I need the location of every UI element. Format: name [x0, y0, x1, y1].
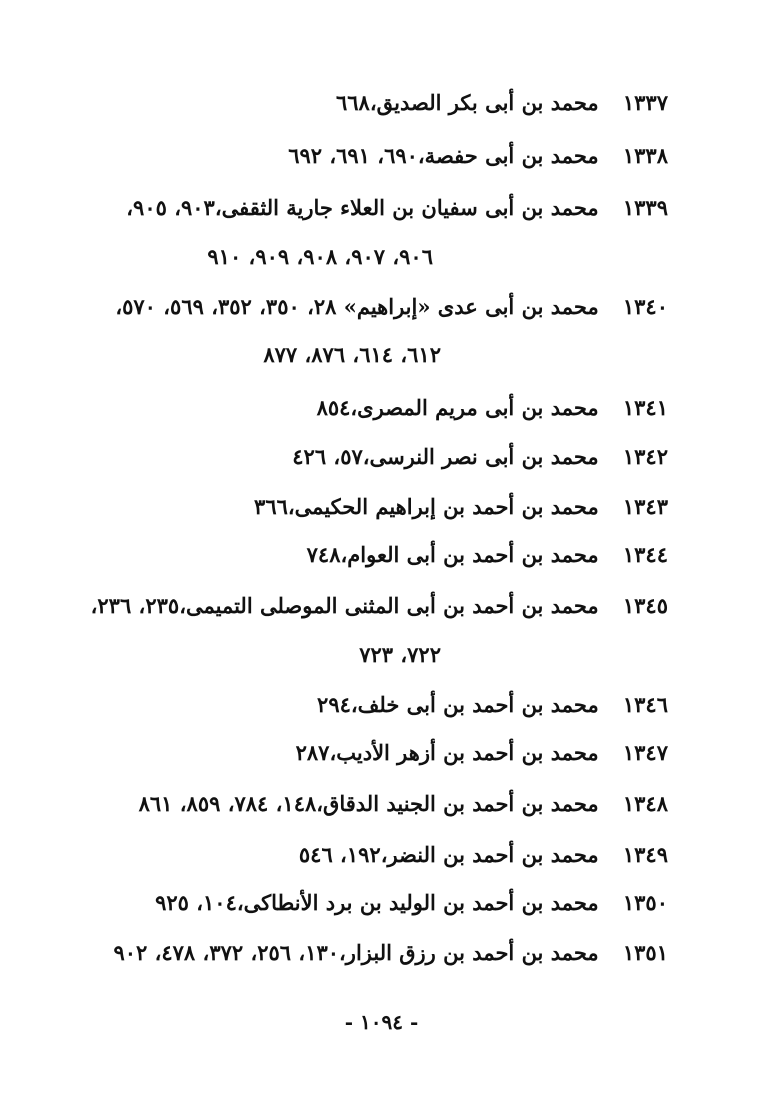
entry-text: محمد بن أحمد بن أبى المثنى الموصلى التميمى،٢٣٥، ٢٣٦،: [90, 593, 599, 618]
index-entry: [68, 88, 668, 118]
index-entry: [68, 690, 668, 720]
entry-text: محمد بن أحمد بن أزهر الأديب،٢٨٧: [295, 740, 599, 765]
entry-number: ١٣٤١: [622, 395, 668, 420]
index-entry: [68, 938, 668, 968]
entry-continuation: ٧٢٢، ٧٢٣: [359, 642, 441, 667]
entry-text: محمد بن أبى مريم المصرى،٨٥٤: [316, 395, 599, 420]
index-entry: [68, 540, 668, 570]
index-entry: [68, 789, 668, 819]
index-entry: [68, 292, 668, 322]
entry-number: ١٣٣٨: [622, 143, 668, 168]
index-entry: [68, 840, 668, 870]
entry-text: محمد بن أبى عدى «إبراهيم» ٢٨، ٣٥٠، ٣٥٢، ٥٦٩، ٥٧٠،: [115, 294, 599, 319]
index-entry: [68, 193, 668, 223]
entry-text: محمد بن أحمد بن أبى خلف،٢٩٤: [317, 692, 599, 717]
entry-text: محمد بن أبى نصر النرسى،٥٧، ٤٢٦: [292, 444, 599, 469]
page-number: - ١٠٩٤ -: [344, 1010, 419, 1034]
index-entry: [68, 591, 668, 621]
entry-number: ١٣٤٧: [622, 740, 668, 765]
entry-number: ١٣٣٩: [622, 195, 668, 220]
entry-text: محمد بن أحمد بن أبى العوام،٧٤٨: [306, 542, 599, 567]
index-entry: [68, 141, 668, 171]
entry-text: محمد بن أحمد بن رزق البزار،١٣٠، ٢٥٦، ٣٧٢، ٤٧٨، ٩٠٢: [113, 940, 599, 965]
entry-number: ١٣٤٠: [622, 294, 668, 319]
index-entry: [68, 393, 668, 423]
entry-text: محمد بن أحمد بن الجنيد الدقاق،١٤٨، ٧٨٤، ٨٥٩، ٨٦١: [138, 791, 599, 816]
index-entry: [68, 442, 668, 472]
entry-text: محمد بن أبى سفيان بن العلاء جارية الثقفى،٩٠٣، ٩٠٥،: [126, 195, 599, 220]
entry-continuation: ٦١٢، ٦١٤، ٨٧٦، ٨٧٧: [263, 342, 441, 367]
entry-number: ١٣٤٣: [622, 494, 668, 519]
entry-number: ١٣٤٢: [622, 444, 668, 469]
entry-number: ١٣٥٠: [622, 890, 668, 915]
entry-text: محمد بن أحمد بن الوليد بن برد الأنطاكى،١٠٤، ٩٢٥: [155, 890, 599, 915]
entry-number: ١٣٣٧: [622, 90, 668, 115]
entry-continuation: ٩٠٦، ٩٠٧، ٩٠٨، ٩٠٩، ٩١٠: [207, 244, 433, 269]
entry-text: محمد بن أبى حفصة،٦٩٠، ٦٩١، ٦٩٢: [288, 143, 599, 168]
index-entry: [68, 738, 668, 768]
entry-number: ١٣٤٤: [622, 542, 668, 567]
index-entry: [68, 888, 668, 918]
entry-number: ١٣٤٩: [622, 842, 668, 867]
entry-number: ١٣٥١: [622, 940, 668, 965]
entry-text: محمد بن أحمد بن النضر،١٩٢، ٥٤٦: [298, 842, 599, 867]
entry-text: محمد بن أحمد بن إبراهيم الحكيمى،٣٦٦: [254, 494, 599, 519]
entry-number: ١٣٤٦: [622, 692, 668, 717]
entry-number: ١٣٤٥: [622, 593, 668, 618]
entry-number: ١٣٤٨: [622, 791, 668, 816]
entry-text: محمد بن أبى بكر الصديق،٦٦٨: [335, 90, 599, 115]
index-entry: [68, 492, 668, 522]
